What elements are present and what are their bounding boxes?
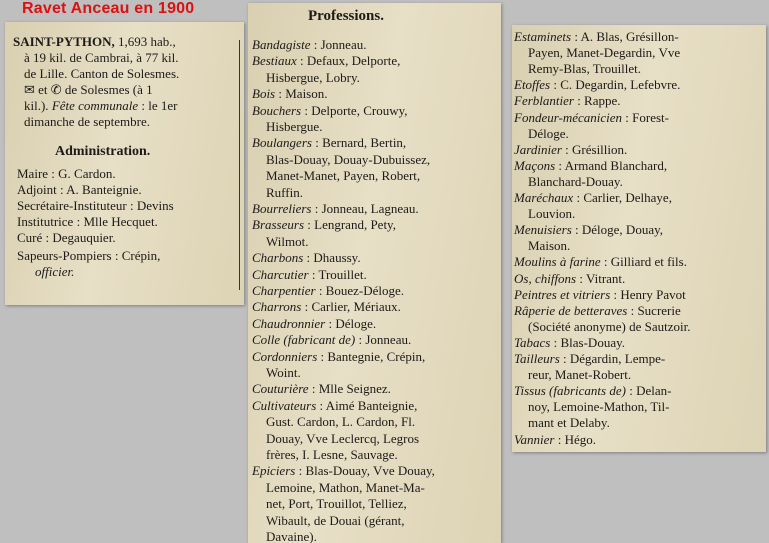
- admin-label: Adjoint: [17, 182, 57, 197]
- profession-label: Peintres et vitriers: [514, 286, 611, 302]
- image-caption: Ravet Anceau en 1900: [22, 0, 195, 17]
- profession-names: : Vitrant.: [576, 270, 626, 286]
- profession-entry-continuation: [266, 70, 501, 86]
- profession-entry-continuation: [266, 152, 501, 168]
- admin-row: [17, 182, 244, 198]
- profession-names: Hisbergue, Lobry.: [266, 69, 360, 85]
- profession-names: : Jonneau, Lagneau.: [311, 201, 419, 216]
- profession-entry: [252, 103, 501, 119]
- profession-entry: [514, 271, 766, 287]
- profession-entry: [252, 349, 501, 365]
- admin-row: [17, 230, 244, 246]
- profession-entry-continuation: [528, 399, 766, 415]
- admin-value: : Degauquier.: [42, 230, 116, 245]
- profession-label: Ferblantier: [514, 93, 574, 109]
- commune-info-line: kil.).: [24, 98, 52, 113]
- profession-entry: [514, 303, 766, 319]
- profession-label: Etoffes: [514, 77, 551, 93]
- profession-label: Jardinier: [514, 141, 562, 157]
- profession-names: (Société anonyme) de Sautzoir.: [528, 318, 691, 334]
- profession-names: : Trouillet.: [308, 266, 367, 282]
- profession-entry-continuation: [528, 415, 766, 431]
- profession-names: Ruffin.: [266, 184, 303, 200]
- profession-names: : Lengrand, Pety,: [304, 217, 396, 233]
- profession-names: : Blas-Douay, Vve Douay,: [295, 463, 435, 479]
- profession-entry-continuation: [528, 126, 766, 142]
- admin-row: [17, 248, 244, 264]
- directory-page-left: [5, 22, 244, 305]
- profession-names: : Blas-Douay.: [550, 334, 625, 350]
- profession-entry-continuation: [266, 529, 501, 543]
- profession-names: : Carlier, Delhaye,: [573, 190, 672, 205]
- profession-entry-continuation: [266, 185, 501, 201]
- profession-names: : Dégardin, Lempe-: [559, 351, 666, 366]
- profession-entry-continuation: [266, 513, 501, 529]
- commune-line: [13, 34, 244, 50]
- profession-label: Chaudronnier: [252, 315, 326, 331]
- profession-names: : Henry Pavot: [610, 286, 686, 302]
- commune-info-line: ✉ et ✆ de Solesmes (à 1: [24, 82, 153, 97]
- profession-label: Menuisiers: [514, 222, 572, 238]
- profession-label: Vannier: [514, 431, 555, 447]
- profession-label: Os, chiffons: [514, 270, 577, 286]
- profession-entry: [514, 158, 766, 174]
- profession-names: : Bernard, Bertin,: [311, 135, 407, 151]
- admin-row: [17, 214, 244, 230]
- commune-info-line: de Lille. Canton de Solesmes.: [24, 66, 180, 81]
- profession-names: Hisbergue.: [266, 119, 323, 134]
- commune-population: 1,693 hab.,: [114, 34, 176, 49]
- profession-entry: [252, 217, 501, 233]
- profession-label: Boulangers: [252, 135, 312, 151]
- profession-entry: [514, 432, 766, 448]
- profession-entry: [514, 254, 766, 270]
- admin-value: : Mlle Hecquet.: [73, 214, 158, 229]
- profession-names: : Maison.: [275, 86, 328, 102]
- admin-label: Curé: [17, 230, 43, 245]
- profession-entry: [252, 135, 501, 151]
- profession-names: Lemoine, Mathon, Manet-Ma-: [266, 479, 425, 495]
- admin-value: : G. Cardon.: [48, 166, 116, 181]
- profession-label: Bouchers: [252, 102, 302, 118]
- profession-entry-continuation: [528, 367, 766, 383]
- commune-info-line: à 19 kil. de Cambrai, à 77 kil.: [24, 50, 179, 65]
- profession-label: Bourreliers: [252, 201, 312, 216]
- profession-label: Colle (fabricant de): [252, 332, 356, 348]
- profession-entry: [252, 332, 501, 348]
- profession-label: Bestiaux: [252, 53, 297, 69]
- profession-names: Woint.: [266, 365, 301, 380]
- profession-names: Wibault, de Douai (gérant,: [266, 512, 405, 528]
- profession-entry: [252, 299, 501, 315]
- profession-label: Râperie de betteraves: [514, 302, 628, 318]
- commune-name: SAINT-PYTHON,: [13, 34, 115, 49]
- profession-names: Déloge.: [528, 125, 569, 141]
- profession-label: Fondeur-mécanicien: [514, 109, 623, 125]
- profession-names: : Mlle Seignez.: [308, 381, 391, 397]
- profession-names: noy, Lemoine-Mathon, Til-: [528, 399, 670, 415]
- profession-entry: [514, 93, 766, 109]
- profession-names: : Defaux, Delporte,: [296, 53, 401, 69]
- professions-heading: Professions.: [308, 8, 384, 24]
- profession-names: mant et Delaby.: [528, 415, 610, 431]
- profession-entry: [514, 110, 766, 126]
- profession-names: : Armand Blanchard,: [555, 157, 668, 173]
- fete-value: : le 1er: [138, 98, 178, 113]
- admin-value: : Crépin,: [111, 248, 161, 263]
- profession-label: Maréchaux: [514, 190, 574, 205]
- fete-date: dimanche de septembre.: [24, 114, 150, 129]
- profession-entry-continuation: [266, 447, 501, 463]
- profession-names: : Hégo.: [554, 431, 596, 447]
- directory-page-right: [512, 25, 766, 452]
- profession-entry-continuation: [266, 496, 501, 512]
- profession-entry: [514, 351, 766, 367]
- profession-entry: [252, 37, 501, 53]
- profession-entry: [252, 201, 501, 217]
- profession-names: reur, Manet-Robert.: [528, 367, 632, 383]
- directory-page-middle: [248, 3, 501, 543]
- profession-entry: [252, 267, 501, 283]
- profession-entry: [514, 335, 766, 351]
- profession-names: : Bouez-Déloge.: [315, 283, 405, 298]
- profession-names: : Jonneau.: [355, 332, 412, 348]
- profession-entry: [252, 250, 501, 266]
- profession-names: : Carlier, Mériaux.: [301, 299, 401, 315]
- profession-entry: [514, 77, 766, 93]
- profession-names: : Bantegnie, Crépin,: [317, 348, 426, 364]
- profession-label: Charbons: [252, 250, 304, 266]
- profession-entry: [252, 316, 501, 332]
- profession-names: Davaine).: [266, 529, 317, 543]
- profession-label: Estaminets: [514, 29, 572, 44]
- profession-label: Charpentier: [252, 283, 316, 298]
- profession-label: Brasseurs: [252, 217, 305, 233]
- admin-label: Institutrice: [17, 214, 74, 229]
- profession-names: : Dhaussy.: [303, 250, 361, 266]
- admin-label: Secrétaire-Instituteur: [17, 198, 127, 213]
- admin-value: : A. Banteignie.: [56, 182, 142, 197]
- profession-entry: [514, 190, 766, 206]
- profession-entry-continuation: [266, 414, 501, 430]
- profession-names: frères, I. Lesne, Sauvage.: [266, 447, 398, 462]
- profession-label: Cordonniers: [252, 348, 318, 364]
- profession-names: : Jonneau.: [310, 37, 367, 52]
- profession-entry-continuation: [266, 480, 501, 496]
- profession-names: : Déloge, Douay,: [571, 222, 663, 238]
- profession-label: Tailleurs: [514, 351, 560, 366]
- profession-entry: [252, 53, 501, 69]
- profession-entry: [252, 381, 501, 397]
- admin-value: : Devins: [126, 198, 174, 213]
- profession-names: Blas-Douay, Douay-Dubuissez,: [266, 151, 431, 167]
- profession-names: : Aimé Banteignie,: [316, 397, 418, 413]
- profession-names: : Delporte, Crouwy,: [301, 102, 408, 118]
- fete-line: [24, 98, 244, 114]
- profession-label: Tissus (fabricants de): [514, 383, 626, 399]
- profession-names: : Déloge.: [325, 315, 377, 331]
- profession-names: Payen, Manet-Degardin, Vve: [528, 45, 681, 61]
- admin-heading: Administration.: [55, 144, 151, 159]
- profession-entry: [252, 283, 501, 299]
- fete-label: Fête communale: [51, 98, 139, 113]
- profession-entry-continuation: [266, 168, 501, 184]
- profession-entry: [252, 463, 501, 479]
- profession-entry-continuation: [528, 174, 766, 190]
- profession-names: : Grésillion.: [561, 141, 628, 157]
- admin-label: Maire: [17, 166, 49, 181]
- profession-label: Cultivateurs: [252, 397, 317, 413]
- profession-entry: [514, 222, 766, 238]
- admin-label: Sapeurs-Pompiers: [17, 248, 112, 263]
- profession-entry-continuation: [528, 206, 766, 222]
- profession-entry-continuation: [528, 238, 766, 254]
- profession-names: Louvion.: [528, 206, 576, 222]
- profession-entry: [514, 383, 766, 399]
- profession-label: Bois: [252, 86, 276, 102]
- profession-entry-continuation: [266, 431, 501, 447]
- profession-entry-continuation: [528, 61, 766, 77]
- profession-names: : C. Degardin, Lefebvre.: [550, 77, 681, 93]
- profession-entry: [252, 86, 501, 102]
- profession-names: : Rappe.: [573, 93, 621, 109]
- profession-entry-continuation: [266, 234, 501, 250]
- profession-names: Gust. Cardon, L. Cardon, Fl.: [266, 414, 416, 430]
- profession-entry: [514, 29, 766, 45]
- profession-names: Maison.: [528, 238, 571, 254]
- admin-row: [17, 198, 244, 214]
- admin-value: officier.: [35, 264, 75, 279]
- profession-label: Epiciers: [252, 463, 296, 479]
- profession-entry-continuation: [528, 319, 766, 335]
- profession-names: : Forest-: [622, 109, 669, 125]
- profession-names: : Gilliard et fils.: [600, 254, 687, 270]
- profession-names: Wilmot.: [266, 233, 309, 249]
- profession-names: Manet-Manet, Payen, Robert,: [266, 168, 421, 184]
- profession-names: net, Port, Trouillot, Telliez,: [266, 496, 407, 512]
- profession-names: : Delan-: [625, 383, 672, 399]
- profession-names: : A. Blas, Grésillon-: [571, 29, 679, 44]
- profession-label: Charrons: [252, 299, 302, 315]
- profession-names: : Sucrerie: [627, 302, 681, 318]
- profession-label: Moulins à farine: [514, 254, 601, 270]
- profession-entry-continuation: [266, 365, 501, 381]
- profession-label: Charcutier: [252, 266, 309, 282]
- profession-names: Blanchard-Douay.: [528, 173, 623, 189]
- profession-entry: [514, 142, 766, 158]
- profession-label: Bandagiste: [252, 37, 311, 52]
- profession-names: Douay, Vve Leclercq, Legros: [266, 430, 420, 446]
- profession-label: Tabacs: [514, 334, 551, 350]
- profession-entry-continuation: [266, 119, 501, 135]
- profession-label: Maçons: [514, 157, 556, 173]
- profession-label: Couturière: [252, 381, 309, 397]
- admin-row: [17, 166, 244, 182]
- profession-entry: [514, 287, 766, 303]
- profession-entry-continuation: [528, 45, 766, 61]
- profession-entry: [252, 398, 501, 414]
- profession-names: Remy-Blas, Trouillet.: [528, 61, 642, 77]
